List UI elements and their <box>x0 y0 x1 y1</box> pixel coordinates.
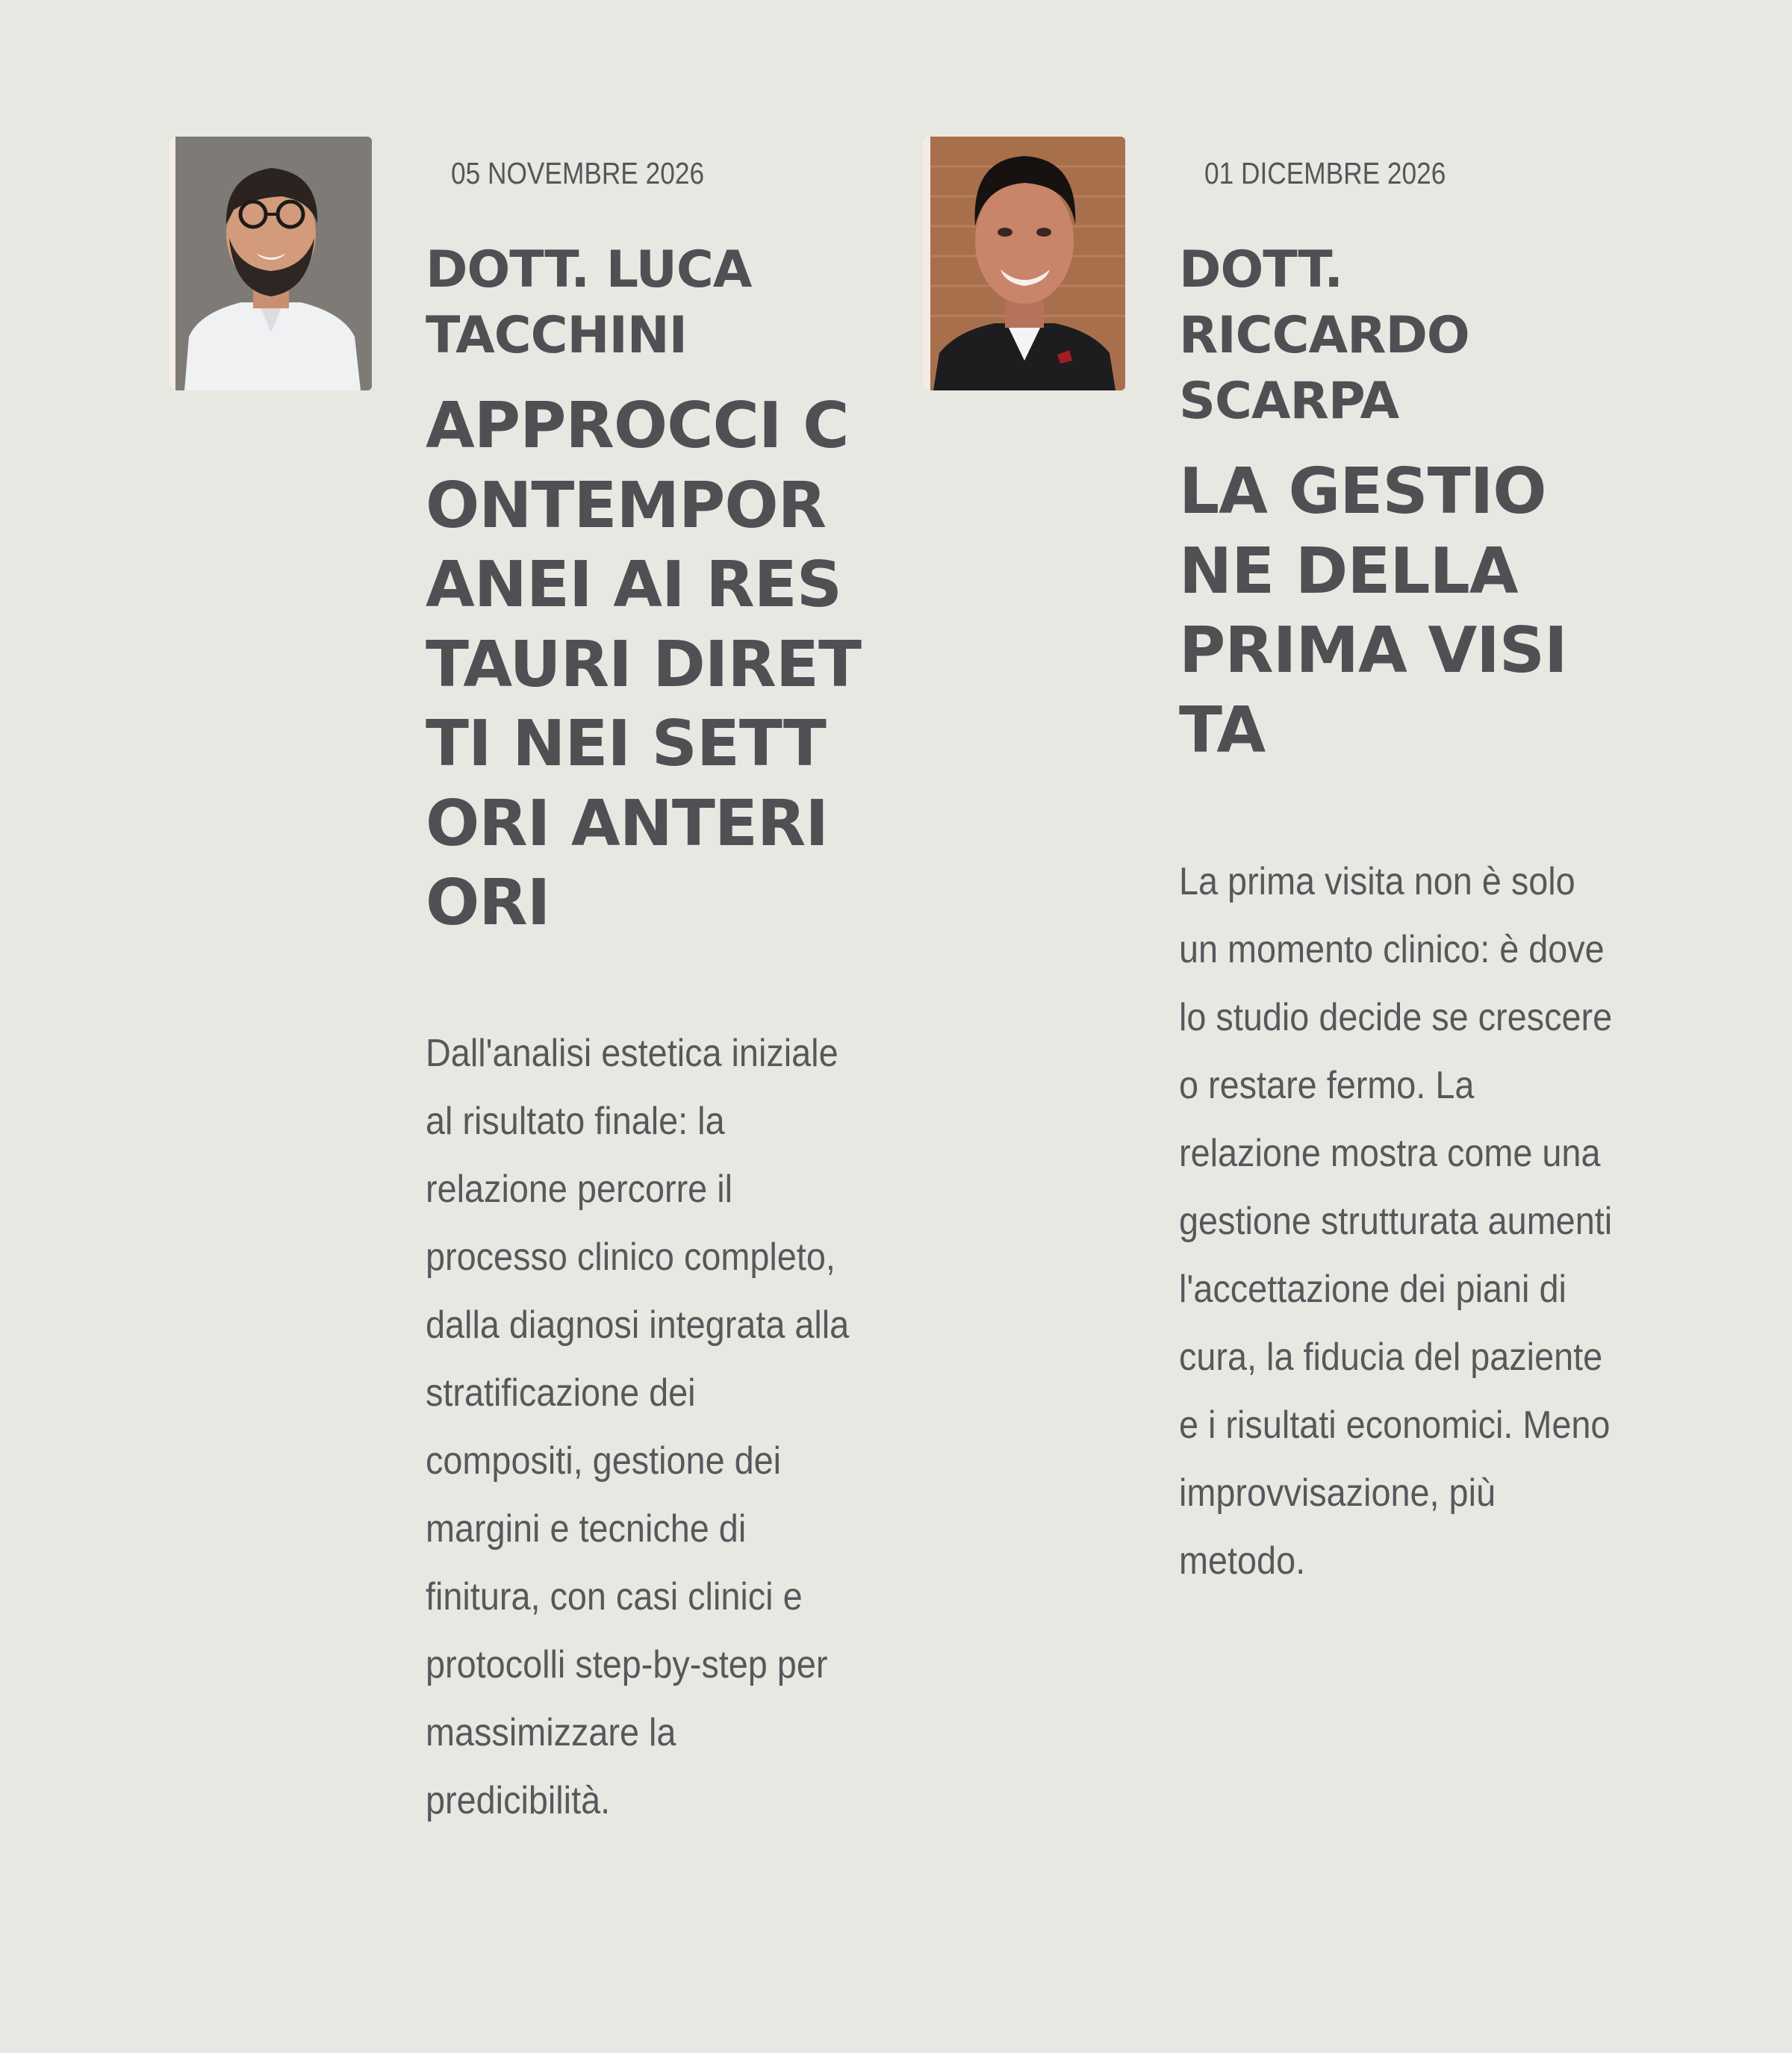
speaker-name: DOTT. LUCA TACCHINI <box>426 240 752 365</box>
event-date: 05 NOVEMBRE 2026 <box>451 156 705 190</box>
speaker-name: DOTT. RICCARDO SCARPA <box>1179 240 1469 431</box>
speaker-photo <box>923 137 1125 390</box>
event-date: 01 DICEMBRE 2026 <box>1204 156 1446 190</box>
event-description: La prima visita non è solo un momento clinico: è dove lo studio decide se crescere o restare fermo. La relazione mostra come una gestione strutturata aumenti l'accettazione dei piani di cura, la fiducia del paziente e i risultati economici. Meno improvvisazione, più metodo. <box>1179 860 1613 1583</box>
event-title[interactable]: LA GESTIONE DELLA PRIMA VISITA <box>1179 455 1567 767</box>
speaker-portrait-image <box>169 137 372 390</box>
event-title[interactable]: APPROCCI CONTEMPORANEI AI RESTAURI DIRETTI NEI SETTORI ANTERIORI <box>426 389 861 940</box>
speaker-portrait-image <box>923 137 1125 390</box>
event-description: Dall'analisi estetica iniziale al risultato finale: la relazione percorre il processo clinico completo, dalla diagnosi integrata alla stratificazione dei compositi, gestione dei margini e tecniche di finitura, con casi clinici e protocolli step-by-step per massimizzare la predicibilità. <box>426 1032 850 1822</box>
speaker-photo <box>169 137 372 390</box>
